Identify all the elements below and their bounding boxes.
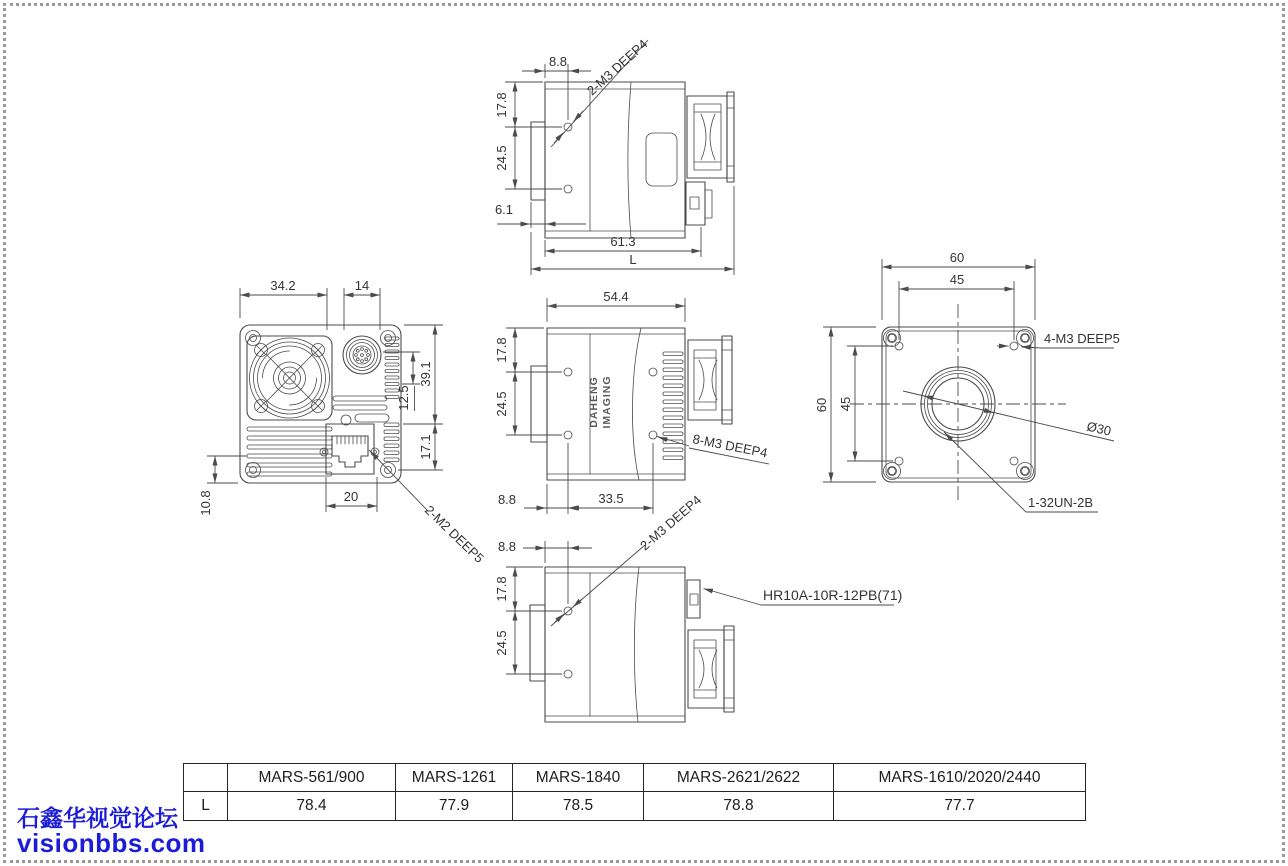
dim-60-left: 60 [814,397,829,413]
rj45-port [326,424,374,474]
view-side [494,289,769,514]
dim-20: 20 [343,489,359,504]
length-value-cell: 77.7 [834,792,1086,821]
dim-8.8: 8.8 [497,492,517,507]
model-column-header: MARS-2621/2622 [644,764,834,792]
front-flange [531,122,545,200]
table-corner-cell [184,764,228,792]
length-value-cell: 78.4 [228,792,396,821]
watermark-site-url: visionbbs.com [17,828,206,858]
dim-17.8: 17.8 [494,92,509,118]
front-flange [530,605,545,681]
dim-17.8: 17.8 [494,576,509,602]
length-value-cell: 78.8 [644,792,834,821]
dim-10.8: 10.8 [198,490,213,516]
view-front [814,250,1120,512]
front-flange [531,366,547,442]
dim-17.1: 17.1 [418,434,433,460]
dim-61.3: 61.3 [610,234,636,249]
dim-8.8: 8.8 [497,539,517,554]
dim-14: 14 [354,278,370,293]
view-rear [198,278,487,566]
dim-8.8: 8.8 [548,54,568,69]
io-connector-side [686,182,712,225]
lens-mount-callout: 1-32UN-2B [1028,495,1094,510]
model-column-header: MARS-1610/2020/2440 [834,764,1086,792]
vent-slot [355,414,389,422]
model-column-header: MARS-1840 [513,764,644,792]
dim-45-top: 45 [949,272,965,287]
brand-logo-line2: IMAGING [601,375,613,429]
length-row-label: L [184,792,228,821]
dim-54.4: 54.4 [603,289,629,304]
view-bottom-side [494,492,902,722]
model-column-header: MARS-1261 [396,764,513,792]
dim-33.5: 33.5 [598,491,624,506]
connector-callout: HR10A-10R-12PB(71) [763,587,903,603]
cooling-fan [247,336,332,420]
diameter-callout: Ø30 [1085,418,1113,439]
dim-24.5: 24.5 [494,630,509,656]
length-value-cell: 77.9 [396,792,513,821]
rj45-port-side [688,336,732,424]
dim-24.5: 24.5 [494,391,509,417]
thread-callout: 4-M3 DEEP5 [1044,331,1120,346]
brand-logo-line1: DAHENG [588,376,600,428]
m2-hole [371,448,379,456]
dim-45-left: 45 [838,396,853,412]
dim-60-top: 60 [949,250,965,265]
dim-17.8: 17.8 [494,337,509,363]
model-column-header: MARS-561/900 [228,764,396,792]
rj45-port-side [687,92,734,182]
dim-39.1: 39.1 [418,361,433,387]
dim-24.5: 24.5 [494,145,509,171]
label-recess [646,133,677,186]
dim-6.1: 6.1 [494,202,514,217]
dim-12.5: 12.5 [396,385,411,411]
dim-34.2: 34.2 [270,278,296,293]
thread-callout: 2-M2 DEEP5 [421,502,487,566]
thread-callout: 2-M3 DEEP4 [637,492,705,554]
power-io-connector [343,336,381,374]
thread-callout: 2-M3 DEEP4 [583,36,651,99]
dim-L: L [629,252,637,267]
view-top-side [494,36,734,275]
model-length-table [183,763,1086,821]
thread-callout: 8-M3 DEEP4 [691,431,769,461]
rj45-port-side [688,626,734,712]
watermark-forum-name: 石鑫华视觉论坛 [17,805,178,831]
hirose-connector [687,580,700,618]
length-value-cell: 78.5 [513,792,644,821]
